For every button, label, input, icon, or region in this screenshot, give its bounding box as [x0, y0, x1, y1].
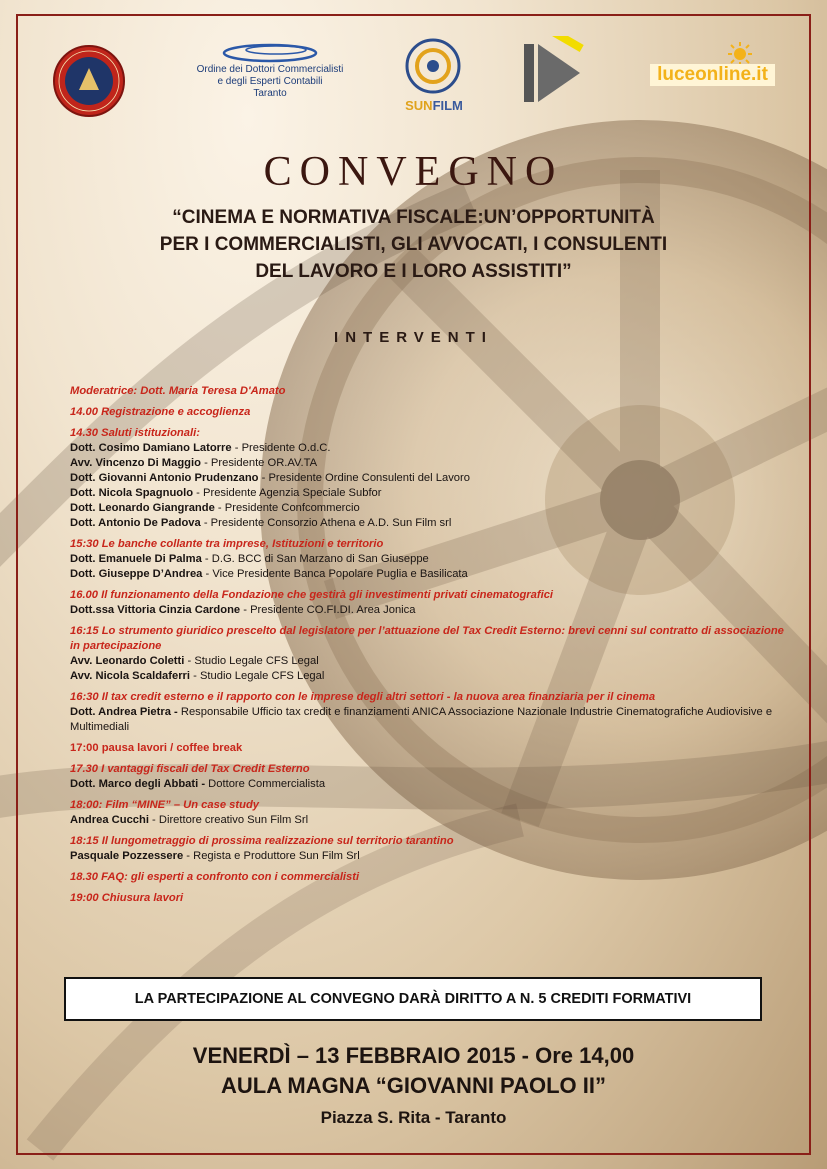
speaker-name: Dott. Giovanni Antonio Prudenzano: [70, 472, 259, 484]
speaker-name: Avv. Vincenzo Di Maggio: [70, 457, 201, 469]
speaker-name: Dott. Giuseppe D’Andrea: [70, 568, 203, 580]
program-session-heading: 17:00 pausa lavori / coffee break: [70, 742, 243, 754]
speaker-role: - Regista e Produttore Sun Film Srl: [183, 850, 360, 862]
subtitle-line: DEL LAVORO E I LORO ASSISTITI”: [255, 261, 572, 282]
program-speaker: [70, 471, 790, 486]
odc-logo: [165, 42, 375, 108]
program-speaker: [70, 777, 790, 792]
event-location: Piazza S. Rita - Taranto: [320, 1108, 507, 1127]
program-speaker: [70, 516, 790, 531]
speaker-name: Avv. Leonardo Coletti: [70, 655, 185, 667]
program-speaker: [70, 705, 790, 735]
speaker-name: Dott. Emanuele Di Palma: [70, 553, 202, 565]
speaker-name: Avv. Nicola Scaldaferri: [70, 670, 191, 682]
luceonline-text: luceonline.it: [650, 64, 775, 86]
sunfilm-reel-icon: [398, 36, 468, 98]
speaker-role: - Studio Legale CFS Legal: [190, 670, 325, 682]
speaker-role: - Presidente Agenzia Speciale Subfor: [193, 487, 382, 499]
program-speaker: [70, 501, 790, 516]
speaker-role: - Vice Presidente Banca Popolare Puglia e Basilicata: [202, 568, 468, 580]
section-heading-interventi: INTERVENTI: [334, 329, 493, 346]
subtitle-line: PER I COMMERCIALISTI, GLI AVVOCATI, I CONSULENTI: [159, 234, 668, 255]
luceonline-logo: [650, 42, 775, 94]
program-session-heading: 18:15 Il lungometraggio di prossima realizzazione sul territorio tarantino: [70, 835, 454, 847]
speaker-name: Dott. Nicola Spagnuolo: [70, 487, 194, 499]
speaker-role: - Presidente CO.FI.DI. Area Jonica: [240, 604, 416, 616]
speaker-name: Dott. Antonio De Padova: [70, 517, 201, 529]
speaker-name: Dott.ssa Vittoria Cinzia Cardone: [70, 604, 241, 616]
speaker-role: - Presidente OR.AV.TA: [200, 457, 318, 469]
speaker-name: Dott. Cosimo Damiano Latorre: [70, 442, 232, 454]
program-speaker: [70, 813, 790, 828]
speaker-name: Dott. Andrea Pietra -: [70, 706, 178, 718]
logo-bar: [0, 36, 827, 116]
odc-line3: Taranto: [253, 88, 287, 99]
speaker-name: Pasquale Pozzessere: [70, 850, 184, 862]
program-speaker: [70, 669, 790, 684]
program-speaker: [70, 441, 790, 456]
odc-swoosh-icon: [220, 42, 320, 64]
program-session-heading: 19:00 Chiusura lavori: [70, 892, 184, 904]
page-title: CONVEGNO: [263, 149, 564, 195]
odc-line2: e degli Esperti Contabili: [217, 76, 323, 87]
program-session-heading: 16:15 Lo strumento giuridico prescelto dal legislatore per l’attuazione del Tax Credit Esterno: brevi cenni sul contratto di associazione in partecipazione: [70, 625, 784, 652]
program-session-heading: Moderatrice: Dott. Maria Teresa D'Amato: [70, 385, 286, 397]
ordine-avvocati-logo-icon: [52, 44, 126, 118]
speaker-role: Responsabile Ufficio tax credit e finanziamenti ANICA Associazione Nazionale Industrie Cinematografiche Audiovisive e Multimediali: [70, 706, 773, 733]
program-speaker: [70, 654, 790, 669]
program-list: [70, 384, 790, 906]
program-session-heading: 18:00: Film “MINE” – Un case study: [70, 799, 260, 811]
event-date: VENERDÌ – 13 FEBBRAIO 2015 - Ore 14,00: [192, 1043, 635, 1068]
speaker-name: Dott. Marco degli Abbati -: [70, 778, 206, 790]
program-speaker: [70, 603, 790, 618]
event-date-block: [0, 1041, 827, 1101]
speaker-role: - Presidente Consorzio Athena e A.D. Sun Film srl: [200, 517, 452, 529]
speaker-role: - D.G. BCC di San Marzano di San Giuseppe: [201, 553, 429, 565]
program-session-heading: 17.30 I vantaggi fiscali del Tax Credit Esterno: [70, 763, 310, 775]
sunfilm-label: [394, 98, 474, 113]
sunfilm-logo: [398, 36, 468, 120]
program-session-heading: 14.00 Registrazione e accoglienza: [70, 406, 251, 418]
program-session-heading: 14.30 Saluti istituzionali:: [70, 427, 200, 439]
speaker-role: - Direttore creativo Sun Film Srl: [148, 814, 309, 826]
program-speaker: [70, 552, 790, 567]
program-session-heading: 15:30 Le banche collante tra imprese, Istituzioni e territorio: [70, 538, 384, 550]
subtitle-line: “CINEMA E NORMATIVA FISCALE:UN’OPPORTUNITÀ: [172, 207, 655, 228]
odc-line1: Ordine dei Dottori Commercialisti: [196, 64, 344, 75]
speaker-role: - Presidente O.d.C.: [231, 442, 331, 454]
program-session-heading: 16.00 Il funzionamento della Fondazione che gestirà gli investimenti privati cinematografici: [70, 589, 554, 601]
speaker-role: Dottore Commercialista: [205, 778, 326, 790]
speaker-role: - Presidente Confcommercio: [214, 502, 360, 514]
event-venue: AULA MAGNA “GIOVANNI PAOLO II”: [221, 1073, 606, 1098]
sunfilm-film-text: FILM: [432, 98, 463, 113]
speaker-name: Dott. Leonardo Giangrande: [70, 502, 215, 514]
sunfilm-sun-text: SUN: [405, 98, 433, 113]
program-speaker: [70, 456, 790, 471]
program-session-heading: 16:30 Il tax credit esterno e il rapporto con le imprese degli altri settori - la nuova area finanziaria per il cinema: [70, 691, 656, 703]
program-speaker: [70, 567, 790, 582]
speaker-role: - Presidente Ordine Consulenti del Lavoro: [258, 472, 470, 484]
play-brand-logo-icon: [520, 36, 586, 106]
sun-icon: [725, 42, 755, 66]
program-speaker: [70, 486, 790, 501]
speaker-role: - Studio Legale CFS Legal: [184, 655, 319, 667]
speaker-name: Andrea Cucchi: [70, 814, 149, 826]
subtitle: [60, 204, 767, 285]
program-session-heading: 18.30 FAQ: gli esperti a confronto con i commercialisti: [70, 871, 360, 883]
program-speaker: [70, 849, 790, 864]
credits-notice: LA PARTECIPAZIONE AL CONVEGNO DARÀ DIRITTO A N. 5 CREDITI FORMATIVI: [64, 977, 762, 1021]
